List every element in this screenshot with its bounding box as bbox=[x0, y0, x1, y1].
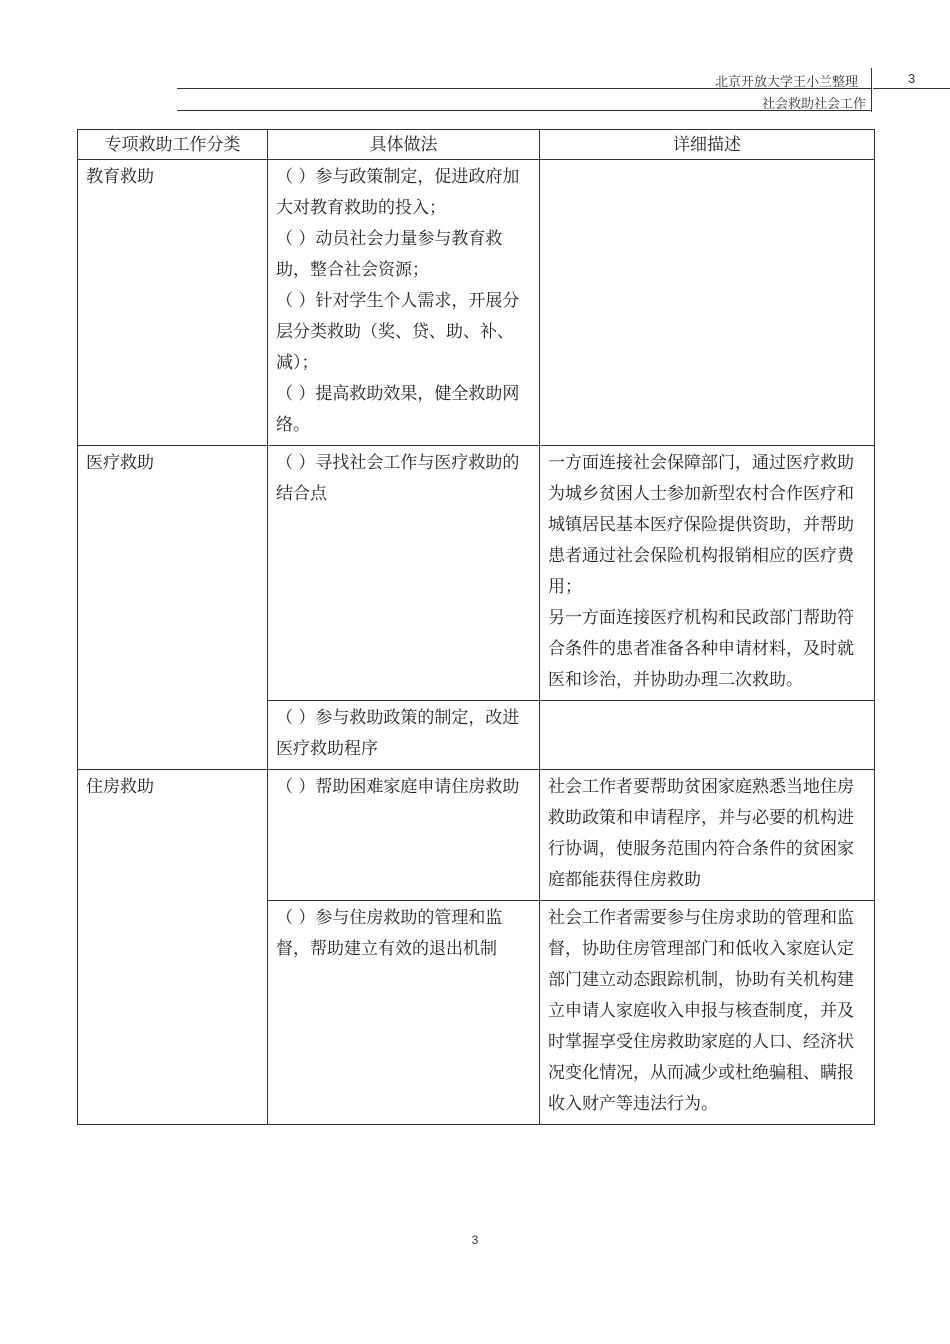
description-paragraph: 社会工作者需要参与住房求助的管理和监督，协助住房管理部门和低收入家庭认定部门建立动态跟踪机制，协助有关机构建立申请人家庭收入申报与核查制度，并及时掌握享受住房救助家庭的人口、经济状况变化情况，从而减少或杜绝骗租、瞒报收入财产等违法行为。 bbox=[548, 908, 854, 1114]
practice-cell bbox=[268, 901, 540, 1125]
description-cell bbox=[540, 160, 875, 446]
description-paragraph: 另一方面连接医疗机构和民政部门帮助符合条件的患者准备各种申请材料，及时就医和诊治，并协助办理二次救助。 bbox=[548, 608, 854, 690]
table-row bbox=[78, 160, 875, 446]
category-cell: 教育救助 bbox=[78, 160, 268, 446]
practice-cell bbox=[268, 701, 540, 770]
table-row bbox=[78, 770, 875, 901]
description-paragraph: 一方面连接社会保障部门，通过医疗救助为城乡贫困人士参加新型农村合作医疗和城镇居民基本医疗保险提供资助，并帮助患者通过社会保险机构报销相应的医疗费用； bbox=[548, 453, 854, 597]
practice-cell bbox=[268, 770, 540, 901]
practice-item: （ ）针对学生个人需求，开展分层分类救助（奖、贷、助、补、减）； bbox=[276, 291, 520, 373]
practice-cell bbox=[268, 160, 540, 446]
column-header-practice: 具体做法 bbox=[268, 130, 540, 160]
practice-item: （ ）寻找社会工作与医疗救助的结合点 bbox=[276, 453, 520, 504]
category-cell: 医疗救助 bbox=[78, 446, 268, 770]
header-source-text: 北京开放大学王小兰整理 bbox=[714, 75, 858, 90]
table-header-row bbox=[78, 130, 875, 160]
practice-item: （ ）参与住房救助的管理和监督，帮助建立有效的退出机制 bbox=[276, 908, 503, 959]
header-rule-bottom bbox=[177, 110, 871, 111]
description-cell bbox=[540, 901, 875, 1125]
description-cell bbox=[540, 770, 875, 901]
practice-item: （ ）帮助困难家庭申请住房救助 bbox=[276, 777, 520, 797]
description-cell bbox=[540, 701, 875, 770]
practice-item: （ ）参与政策制定，促进政府加大对教育救助的投入； bbox=[276, 167, 520, 218]
table-row bbox=[78, 446, 875, 701]
footer-page-number: 3 bbox=[471, 1233, 479, 1247]
header-rule-right bbox=[873, 88, 950, 89]
practice-cell bbox=[268, 446, 540, 701]
assistance-table bbox=[77, 129, 875, 1125]
header-page-number: 3 bbox=[908, 71, 916, 86]
header-divider bbox=[871, 68, 872, 112]
category-cell: 住房救助 bbox=[78, 770, 268, 1125]
description-paragraph: 社会工作者要帮助贫困家庭熟悉当地住房救助政策和申请程序，并与必要的机构进行协调，使服务范围内符合条件的贫困家庭都能获得住房救助 bbox=[548, 777, 854, 890]
column-header-description: 详细描述 bbox=[540, 130, 875, 160]
practice-item: （ ）动员社会力量参与教育救助，整合社会资源； bbox=[276, 229, 503, 280]
practice-item: （ ）提高救助效果，健全救助网络。 bbox=[276, 384, 520, 435]
description-cell bbox=[540, 446, 875, 701]
header-course-title: 社会救助社会工作 bbox=[761, 97, 866, 112]
header-rule-top bbox=[177, 88, 871, 89]
column-header-category: 专项救助工作分类 bbox=[78, 130, 268, 160]
practice-item: （ ）参与救助政策的制定，改进医疗救助程序 bbox=[276, 708, 520, 759]
